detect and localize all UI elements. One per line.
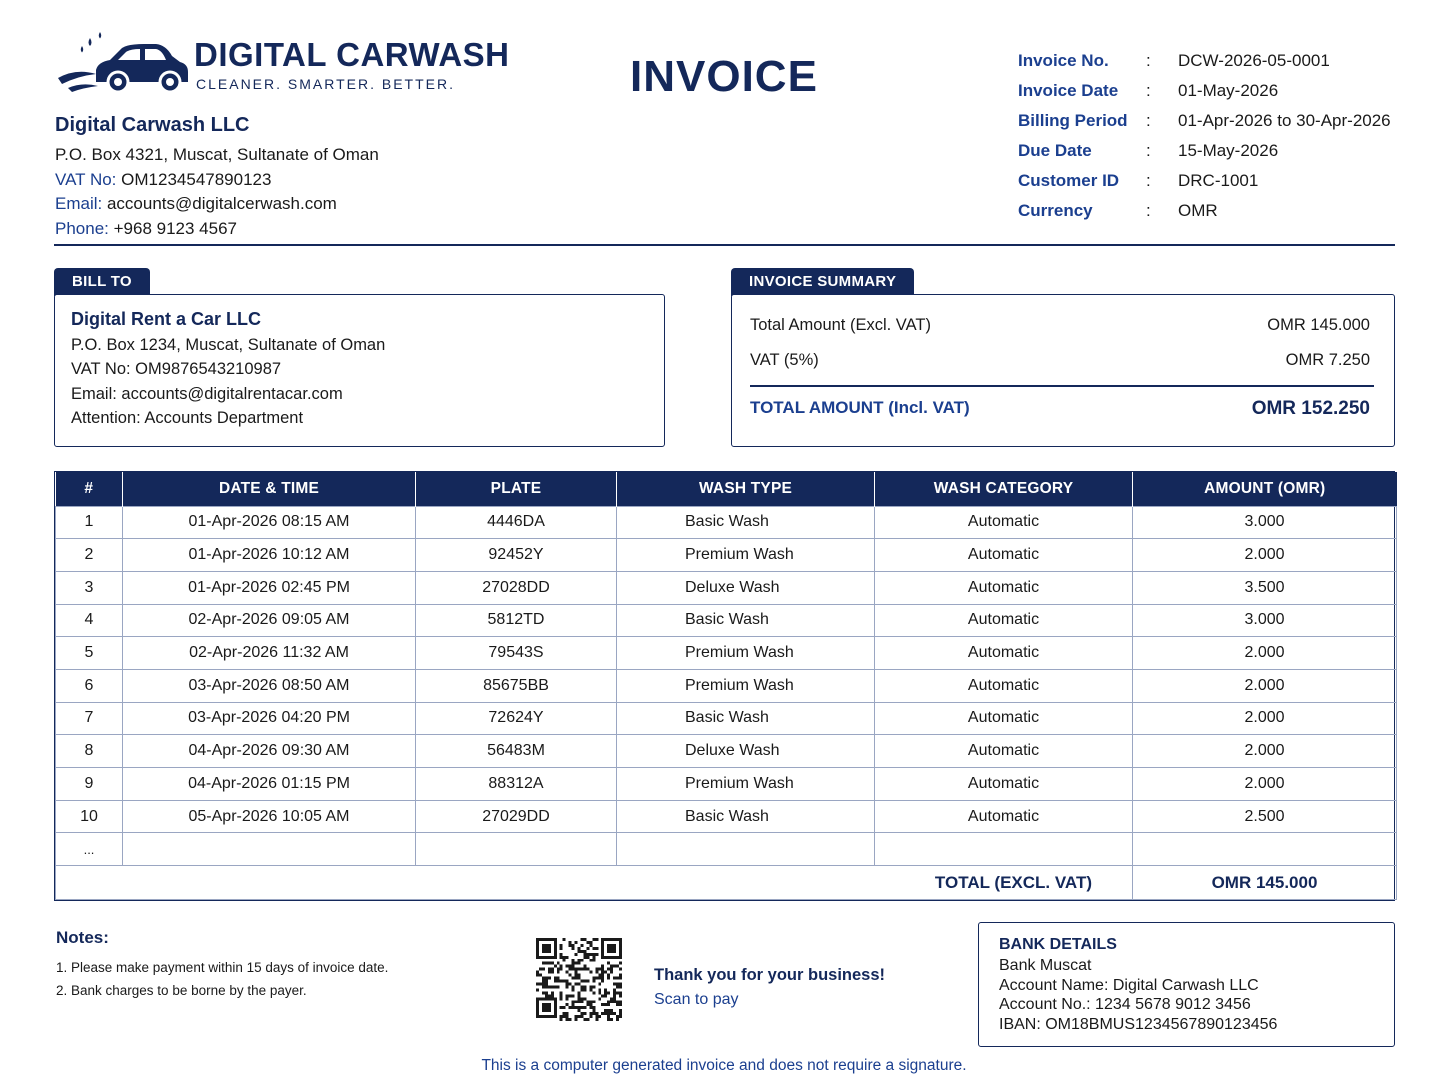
invoice-meta [1018,46,1418,226]
meta-label: Customer ID [1018,171,1120,190]
cell-index: 1 [56,506,123,539]
col-header-index: # [56,472,123,506]
company-email-label: Email: [55,194,103,213]
meta-value: OMR [1178,201,1218,220]
summary-subtotal-value: OMR 145.000 [1267,316,1370,334]
cell-wash-category: Automatic [875,669,1133,702]
cell-datetime: 05-Apr-2026 10:05 AM [123,800,416,833]
meta-value: 15-May-2026 [1178,141,1279,160]
bill-to-box [54,294,665,447]
cell-wash-category: Automatic [875,702,1133,735]
col-header-datetime: DATE & TIME [123,472,416,506]
meta-value: DRC-1001 [1178,171,1259,190]
cell-wash-category: Automatic [875,735,1133,768]
cell-index: 4 [56,604,123,637]
col-header-wash-type: WASH TYPE [617,472,875,506]
meta-row [1018,196,1418,226]
cell-empty [875,833,1133,866]
cell-empty [416,833,617,866]
meta-label: Billing Period [1018,111,1128,130]
meta-row [1018,106,1418,136]
meta-value: DCW-2026-05-0001 [1178,51,1330,70]
meta-value: 01-May-2026 [1178,81,1279,100]
company-vat-value: OM1234547890123 [121,169,272,189]
note-item: 1. Please make payment within 15 days of invoice date. [56,960,389,975]
cell-wash-category: Automatic [875,768,1133,801]
table-row [56,735,1397,768]
cell-datetime: 02-Apr-2026 09:05 AM [123,604,416,637]
bank-iban: IBAN: OM18BMUS1234567890123456 [999,1016,1278,1034]
cell-plate: 72624Y [416,702,617,735]
meta-row [1018,136,1418,166]
company-phone-value: +968 9123 4567 [113,218,237,238]
table-total-value: OMR 145.000 [1133,866,1397,900]
summary-total-value: OMR 152.250 [1251,398,1370,419]
company-address: P.O. Box 4321, Muscat, Sultanate of Oman [55,145,379,164]
brand-name: DIGITAL CARWASH [194,36,510,73]
cell-index: 5 [56,637,123,670]
cell-plate: 88312A [416,768,617,801]
customer-name: Digital Rent a Car LLC [71,309,262,329]
cell-wash-type: Deluxe Wash [617,571,875,604]
cell-amount: 3.500 [1133,571,1397,604]
company-info [55,114,475,241]
cell-amount: 2.500 [1133,800,1397,833]
cell-datetime: 03-Apr-2026 08:50 AM [123,669,416,702]
cell-plate: 56483M [416,735,617,768]
brand-logo [56,30,510,100]
meta-label: Currency [1018,201,1093,220]
cell-wash-type: Premium Wash [617,669,875,702]
cell-index: 10 [56,800,123,833]
cell-wash-category: Automatic [875,539,1133,572]
meta-separator: : [1146,201,1151,220]
cell-datetime: 01-Apr-2026 08:15 AM [123,506,416,539]
summary-subtotal-label: Total Amount (Excl. VAT) [750,316,931,334]
table-row [56,637,1397,670]
company-phone [55,217,475,242]
meta-separator: : [1146,51,1151,70]
cell-amount: 2.000 [1133,702,1397,735]
customer-email: Email: accounts@digitalrentacar.com [71,384,343,403]
table-row [56,669,1397,702]
meta-separator: : [1146,81,1151,100]
table-row [56,800,1397,833]
table-total-label: TOTAL (EXCL. VAT) [56,866,1133,900]
company-phone-label: Phone: [55,218,109,238]
invoice-summary-box [731,294,1395,447]
meta-row [1018,76,1418,106]
cell-wash-category: Automatic [875,800,1133,833]
cell-wash-type: Deluxe Wash [617,735,875,768]
cell-datetime: 01-Apr-2026 02:45 PM [123,571,416,604]
cell-datetime: 01-Apr-2026 10:12 AM [123,539,416,572]
car-logo-icon [56,30,191,96]
cell-wash-category: Automatic [875,637,1133,670]
customer-vat: VAT No: OM9876543210987 [71,360,282,379]
cell-index: 2 [56,539,123,572]
cell-amount: 2.000 [1133,735,1397,768]
bill-to-tab: BILL TO [54,268,150,296]
cell-index: 7 [56,702,123,735]
cell-amount: 2.000 [1133,669,1397,702]
table-row-ellipsis [56,833,1397,866]
note-item: 2. Bank charges to be borne by the payer. [56,983,307,998]
cell-wash-category: Automatic [875,506,1133,539]
bank-details-box [978,922,1395,1047]
summary-vat-label: VAT (5%) [750,351,819,369]
cell-plate: 4446DA [416,506,617,539]
cell-plate: 5812TD [416,604,617,637]
cell-amount: 3.000 [1133,604,1397,637]
cell-wash-type: Basic Wash [617,506,875,539]
customer-attention: Attention: Accounts Department [71,408,304,427]
col-header-plate: PLATE [416,472,617,506]
bank-details-heading: BANK DETAILS [999,936,1117,953]
meta-label: Due Date [1018,141,1092,160]
cell-datetime: 04-Apr-2026 09:30 AM [123,735,416,768]
cell-wash-type: Premium Wash [617,768,875,801]
bank-account-number: Account No.: 1234 5678 9012 3456 [999,996,1251,1014]
cell-amount: 2.000 [1133,768,1397,801]
scan-to-pay-text: Scan to pay [654,991,739,1008]
cell-plate: 27029DD [416,800,617,833]
customer-address: P.O. Box 1234, Muscat, Sultanate of Oman [71,336,386,354]
cell-index: 6 [56,669,123,702]
col-header-wash-category: WASH CATEGORY [875,472,1133,506]
table-row [56,539,1397,572]
cell-empty [123,833,416,866]
cell-datetime: 02-Apr-2026 11:32 AM [123,637,416,670]
table-row [56,604,1397,637]
invoice-summary-tab: INVOICE SUMMARY [731,268,914,296]
cell-datetime: 03-Apr-2026 04:20 PM [123,702,416,735]
cell-wash-type: Basic Wash [617,702,875,735]
company-vat-label: VAT No: [55,169,117,189]
cell-wash-type: Basic Wash [617,800,875,833]
meta-separator: : [1146,111,1151,130]
cell-wash-category: Automatic [875,571,1133,604]
cell-plate: 85675BB [416,669,617,702]
company-vat [55,168,475,193]
line-items-table [54,471,1395,901]
cell-index: 3 [56,571,123,604]
meta-separator: : [1146,141,1151,160]
bank-name: Bank Muscat [999,957,1092,974]
cell-ellipsis: ... [56,833,123,866]
company-email [55,192,475,217]
cell-wash-category: Automatic [875,604,1133,637]
summary-total-row [750,398,1370,420]
meta-label: Invoice Date [1018,81,1119,100]
thank-you-text: Thank you for your business! [654,966,886,984]
company-email-value: accounts@digitalcerwash.com [106,194,337,213]
notes-section [56,928,388,1002]
cell-datetime: 04-Apr-2026 01:15 PM [123,768,416,801]
brand-tagline: CLEANER. SMARTER. BETTER. [196,76,456,92]
cell-amount: 3.000 [1133,506,1397,539]
cell-amount: 2.000 [1133,539,1397,572]
summary-total-label: TOTAL AMOUNT (Incl. VAT) [750,398,970,417]
cell-wash-type: Basic Wash [617,604,875,637]
summary-vat-row [750,351,1370,370]
summary-subtotal-row [750,316,1370,335]
bank-account-name: Account Name: Digital Carwash LLC [999,976,1259,994]
notes-heading: Notes: [56,928,109,947]
table-row [56,702,1397,735]
footer-note: This is a computer generated invoice and does not require a signature. [481,1057,967,1074]
meta-label: Invoice No. [1018,51,1109,70]
cell-index: 8 [56,735,123,768]
table-row [56,571,1397,604]
cell-empty [617,833,875,866]
meta-row [1018,46,1418,76]
cell-empty [1133,833,1397,866]
qr-code-icon[interactable] [536,938,622,1021]
table-total-row [56,866,1397,900]
table-header-row [56,472,1397,506]
cell-plate: 79543S [416,637,617,670]
meta-separator: : [1146,171,1151,190]
cell-plate: 27028DD [416,571,617,604]
cell-index: 9 [56,768,123,801]
company-name: Digital Carwash LLC [55,114,250,136]
cell-wash-type: Premium Wash [617,539,875,572]
cell-amount: 2.000 [1133,637,1397,670]
header-divider [54,244,1395,246]
cell-plate: 92452Y [416,539,617,572]
meta-row [1018,166,1418,196]
table-row [56,506,1397,539]
summary-divider [750,385,1374,387]
table-row [56,768,1397,801]
meta-value: 01-Apr-2026 to 30-Apr-2026 [1178,111,1391,130]
col-header-amount: AMOUNT (OMR) [1133,472,1397,506]
invoice-title: INVOICE [630,52,818,101]
cell-wash-type: Premium Wash [617,637,875,670]
summary-vat-value: OMR 7.250 [1285,351,1370,369]
